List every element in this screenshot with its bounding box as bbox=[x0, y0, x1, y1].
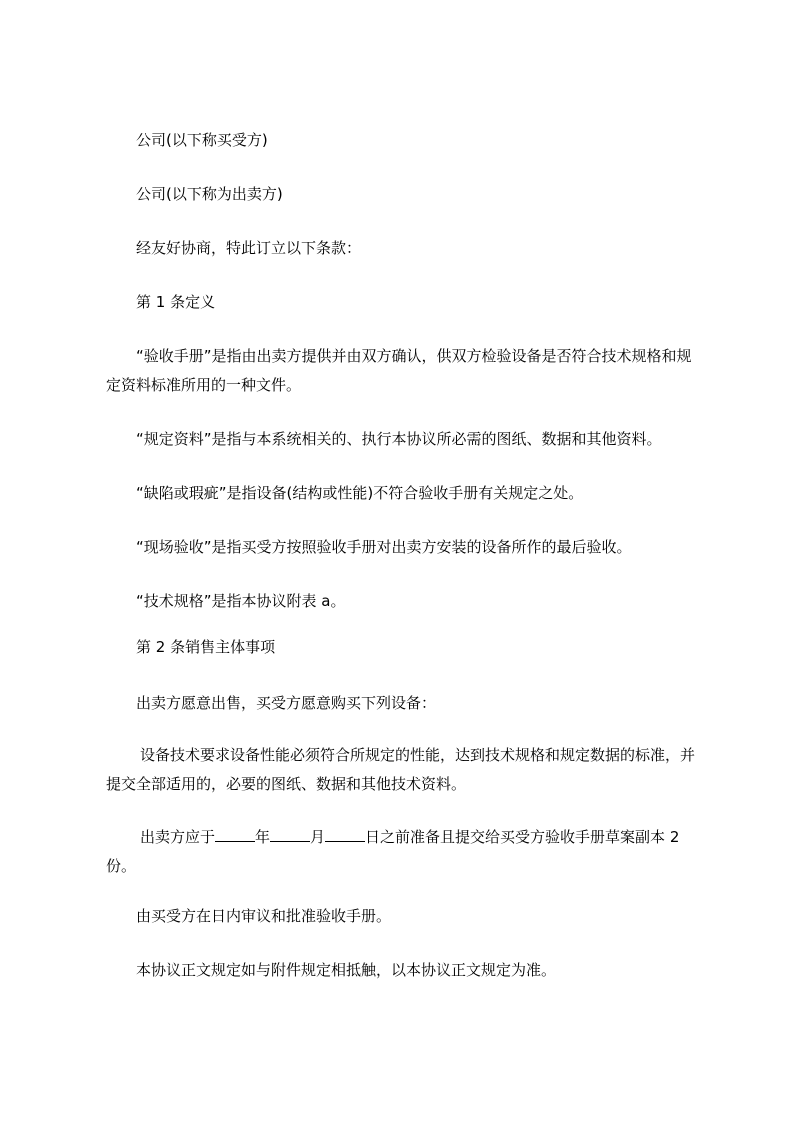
definition-acceptance-manual: “验收手册”是指由出卖方提供并由双方确认，供双方检验设备是否符合技术规格和规定资料标准所用的一种文件。 bbox=[106, 347, 692, 394]
article-1-heading: 第 1 条定义 bbox=[136, 293, 216, 311]
seller-party-line: 公司(以下称为出卖方) bbox=[136, 185, 283, 203]
article-2-heading: 第 2 条销售主体事项 bbox=[136, 638, 276, 656]
clause-text-start: 出卖方应于 bbox=[140, 828, 216, 846]
definition-technical-specs: “技术规格”是指本协议附表 a。 bbox=[136, 592, 346, 610]
year-label: 年 bbox=[255, 828, 271, 846]
month-label: 月 bbox=[310, 828, 326, 846]
definition-site-acceptance: “现场验收”是指买受方按照验收手册对出卖方安装的设备所作的最后验收。 bbox=[136, 538, 632, 556]
preamble: 经友好协商，特此订立以下条款： bbox=[136, 239, 362, 257]
clause-text-end: 日之前准备且提交给买受方验收手册草案副本 2 份。 bbox=[106, 828, 680, 875]
manual-submission-clause bbox=[106, 823, 696, 881]
day-blank bbox=[325, 827, 365, 842]
year-blank bbox=[215, 827, 255, 842]
equipment-requirements: 设备技术要求设备性能必须符合所规定的性能，达到技术规格和规定数据的标准，并提交全部适用的，必要的图纸、数据和其他技术资料。 bbox=[106, 746, 696, 793]
review-clause: 由买受方在日内审议和批准验收手册。 bbox=[136, 907, 392, 925]
precedence-clause: 本协议正文规定如与附件规定相抵触，以本协议正文规定为准。 bbox=[136, 961, 557, 979]
sale-statement: 出卖方愿意出售，买受方愿意购买下列设备： bbox=[136, 694, 437, 712]
month-blank bbox=[270, 827, 310, 842]
definition-specified-data: “规定资料”是指与本系统相关的、执行本协议所必需的图纸、数据和其他资料。 bbox=[136, 430, 662, 448]
definition-defect: “缺陷或瑕疵”是指设备(结构或性能)不符合验收手册有关规定之处。 bbox=[136, 484, 584, 502]
buyer-party-line: 公司(以下称买受方) bbox=[136, 131, 268, 149]
